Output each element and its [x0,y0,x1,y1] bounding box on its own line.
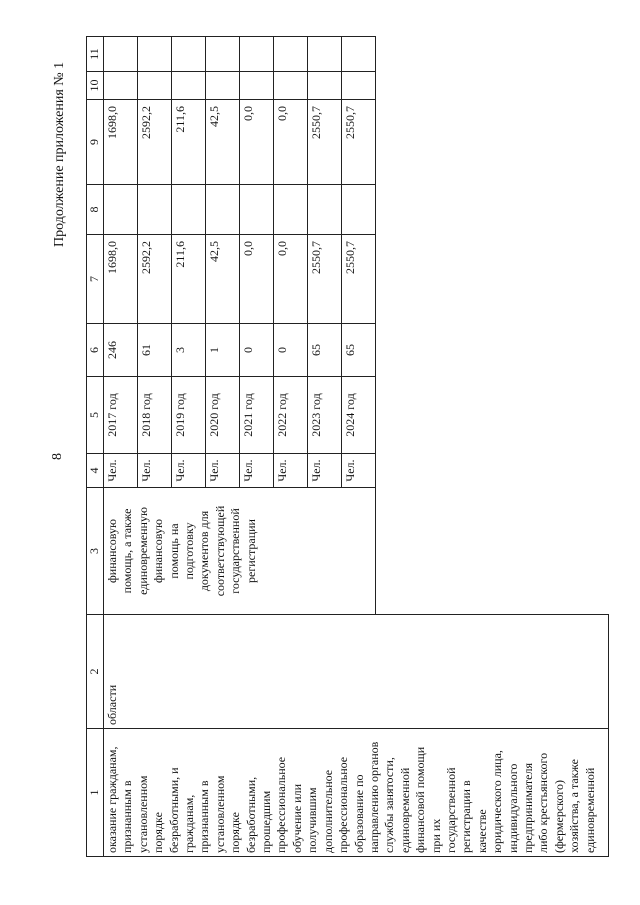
value-cell-8 [172,185,206,235]
indicator-description: финансовую помощь, а также единовременную финансовую помощь на подготовку документов для соответствующей государственной регистрации [104,488,376,615]
value-cell-7: 0,0 [274,235,308,324]
continuation-caption: Продолжение приложения № 1 [52,61,67,247]
count-cell: 0 [274,324,308,377]
value-cell-9: 42,5 [206,100,240,185]
value-cell-8 [308,185,342,235]
unit-cell: Чел. [240,454,274,488]
value-cell-7: 2592,2 [138,235,172,324]
col-num-11: 11 [87,37,104,72]
value-cell-10 [342,72,376,100]
col-num-5: 5 [87,377,104,454]
value-cell-10 [274,72,308,100]
value-cell-9: 2550,7 [342,100,376,185]
value-cell-7: 1698,0 [104,235,138,324]
value-cell-11 [240,37,274,72]
value-cell-8 [138,185,172,235]
data-table [86,36,609,857]
year-cell: 2024 год [342,377,376,454]
year-cell: 2022 год [274,377,308,454]
year-cell: 2023 год [308,377,342,454]
year-cell: 2020 год [206,377,240,454]
value-cell-10 [104,72,138,100]
value-cell-7: 211,6 [172,235,206,324]
year-cell: 2021 год [240,377,274,454]
unit-cell: Чел. [104,454,138,488]
col-num-4: 4 [87,454,104,488]
unit-cell: Чел. [172,454,206,488]
value-cell-7: 2550,7 [308,235,342,324]
year-cell: 2018 год [138,377,172,454]
year-cell: 2017 год [104,377,138,454]
value-cell-11 [274,37,308,72]
year-cell: 2019 год [172,377,206,454]
value-cell-9: 0,0 [240,100,274,185]
value-cell-7: 2550,7 [342,235,376,324]
value-cell-8 [206,185,240,235]
table-row [104,37,138,857]
value-cell-11 [172,37,206,72]
blank-area [376,37,609,615]
count-cell: 65 [308,324,342,377]
value-cell-11 [206,37,240,72]
col-num-8: 8 [87,185,104,235]
value-cell-10 [308,72,342,100]
value-cell-11 [308,37,342,72]
value-cell-8 [240,185,274,235]
col-num-7: 7 [87,235,104,324]
value-cell-8 [342,185,376,235]
value-cell-10 [172,72,206,100]
count-cell: 0 [240,324,274,377]
col-num-2: 2 [87,615,104,729]
value-cell-9: 1698,0 [104,100,138,185]
col-num-10: 10 [87,72,104,100]
value-cell-8 [274,185,308,235]
column-number-row [87,37,104,857]
unit-cell: Чел. [138,454,172,488]
value-cell-11 [104,37,138,72]
count-cell: 65 [342,324,376,377]
value-cell-11 [138,37,172,72]
col-num-6: 6 [87,324,104,377]
value-cell-9: 2592,2 [138,100,172,185]
value-cell-10 [206,72,240,100]
value-cell-10 [240,72,274,100]
value-cell-8 [104,185,138,235]
responsible-column: области [104,615,609,729]
count-cell: 1 [206,324,240,377]
value-cell-7: 0,0 [240,235,274,324]
measure-description: оказание гражданам, признанным в установленном порядке безработными, и гражданам, признанным в установленном порядке безработными, прошедшим профессиональное обучение или получившим дополнительное профессиональное образование по направлению органов службы занятости, единовременной финансовой помощи при их государственной регистрации в качестве юридического лица, индивидуального предпринимателя либо крестьянского (фермерского) хозяйства, а также единовременной [104,729,609,857]
unit-cell: Чел. [206,454,240,488]
col-num-3: 3 [87,488,104,615]
unit-cell: Чел. [274,454,308,488]
col-num-9: 9 [87,100,104,185]
value-cell-7: 42,5 [206,235,240,324]
value-cell-10 [138,72,172,100]
count-cell: 246 [104,324,138,377]
unit-cell: Чел. [342,454,376,488]
count-cell: 3 [172,324,206,377]
page-number: 8 [50,453,65,460]
value-cell-9: 211,6 [172,100,206,185]
value-cell-9: 2550,7 [308,100,342,185]
value-cell-9: 0,0 [274,100,308,185]
value-cell-11 [342,37,376,72]
unit-cell: Чел. [308,454,342,488]
col-num-1: 1 [87,729,104,857]
count-cell: 61 [138,324,172,377]
